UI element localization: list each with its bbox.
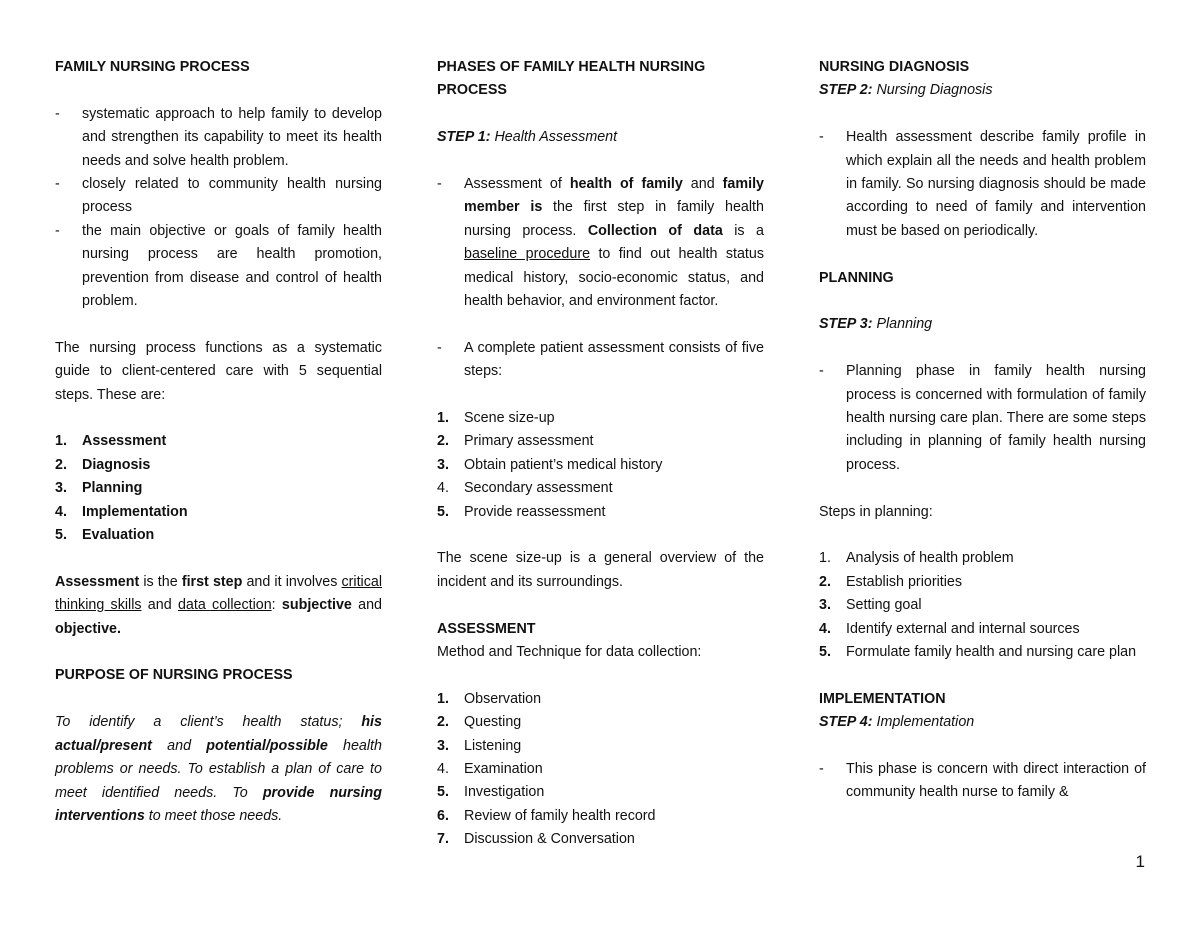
list-item: - systematic approach to help family to develop and strengthen its capability to meet its health needs and solve health problem. (55, 103, 382, 173)
methods-list (437, 688, 764, 852)
step-label: STEP 2: (819, 82, 873, 99)
column-phases (437, 56, 764, 852)
bold-text: his actual/present (55, 714, 382, 754)
list-item (437, 501, 764, 524)
list-item (437, 454, 764, 477)
list-label: Analysis of health problem (846, 550, 1014, 567)
text: and (151, 737, 207, 754)
list-number: 4. (55, 503, 67, 520)
list-item (55, 430, 382, 453)
column-nursing-diagnosis (819, 56, 1146, 805)
list-number: 3. (819, 597, 831, 614)
page-number: 1 (1135, 852, 1145, 871)
list-item (437, 173, 764, 313)
step-heading (819, 313, 1146, 336)
list-label: Discussion & Conversation (464, 831, 635, 848)
list-number: 2. (437, 433, 449, 450)
step-name: Implementation (872, 714, 975, 731)
list-number: 7. (437, 831, 449, 848)
list-label: Primary assessment (464, 433, 594, 450)
text: and (141, 597, 178, 614)
bold-text: first step (181, 573, 243, 590)
list-number: 5. (437, 503, 449, 520)
list-label: Observation (464, 690, 542, 707)
step-heading (819, 711, 1146, 734)
list-label: Diagnosis (82, 456, 151, 473)
list-item (437, 711, 764, 734)
step-heading (819, 79, 1146, 102)
list-number: 1. (819, 550, 831, 567)
list-number: 5. (819, 644, 831, 661)
list-item (819, 547, 1146, 570)
intro-paragraph: The nursing process functions as a systematic guide to client-centered care with 5 sequential steps. These are: (55, 339, 382, 403)
bullet-list (819, 126, 1146, 243)
step-name: Nursing Diagnosis (872, 82, 993, 99)
list-label: Scene size-up (464, 410, 555, 427)
underlined-text: baseline procedure (464, 246, 591, 263)
list-label: Implementation (82, 503, 188, 520)
text: Assessment of (464, 176, 570, 192)
bold-text: potential/possible (206, 737, 328, 754)
list-item (819, 594, 1146, 617)
section-heading: IMPLEMENTATION (819, 690, 946, 707)
text: to find out health status medical history, socio-economic status, and health behavior, and environment factor. (464, 246, 765, 310)
planning-steps-list (819, 547, 1146, 664)
list-item: - A complete patient assessment consists of five steps: (437, 337, 764, 384)
assessment-paragraph (55, 571, 382, 641)
list-item (55, 501, 382, 524)
text: : (271, 597, 282, 614)
list-number: 4. (437, 761, 449, 778)
steps-title: Steps in planning: (819, 503, 933, 520)
text: is a (722, 222, 764, 239)
list-label: Obtain patient’s medical history (464, 456, 663, 473)
list-item: - This phase is concern with direct interaction of community health nurse to family & (819, 758, 1146, 805)
text: and it involves (242, 573, 342, 590)
list-number: 4. (437, 480, 449, 497)
list-item (819, 641, 1146, 664)
list-number: 3. (437, 456, 449, 473)
step-label: STEP 3: (819, 316, 873, 333)
list-item (819, 618, 1146, 641)
list-item (437, 688, 764, 711)
list-number: 2. (819, 573, 831, 590)
bullet-list (437, 337, 764, 384)
list-item (819, 571, 1146, 594)
list-label: Secondary assessment (464, 480, 613, 497)
section-heading: ASSESSMENT (437, 620, 536, 637)
list-label: Listening (464, 737, 522, 754)
list-label: Review of family health record (464, 807, 656, 824)
purpose-paragraph (55, 711, 382, 828)
list-label: Establish priorities (846, 573, 963, 590)
bullet-list (819, 360, 1146, 477)
bold-text: Assessment (55, 573, 140, 590)
assessment-steps-list (437, 407, 764, 524)
list-item (437, 477, 764, 500)
list-number: 6. (437, 807, 449, 824)
underlined-text: critical thinking skills (55, 573, 382, 614)
section-heading: PURPOSE OF NURSING PROCESS (55, 667, 293, 684)
bold-text: family member is (464, 176, 764, 216)
list-item (437, 781, 764, 804)
list-label: Formulate family health and nursing care plan (846, 644, 1137, 661)
list-label: Assessment (82, 433, 167, 450)
list-number: 4. (819, 620, 831, 637)
section-heading: PHASES OF FAMILY HEALTH NURSING PROCESS (437, 59, 706, 99)
list-number: 3. (437, 737, 449, 754)
list-item (437, 407, 764, 430)
bold-text: provide nursing interventions (55, 784, 382, 824)
list-label: Provide reassessment (464, 503, 606, 520)
column-family-nursing-process (55, 56, 382, 828)
text: and (351, 597, 382, 614)
list-label: Examination (464, 761, 543, 778)
list-item: - Health assessment describe family profile in which explain all the needs and health problem in family. So nursing diagnosis should be made according to need of family and intervention must be based on periodically. (819, 126, 1146, 243)
bold-text: health of family (569, 176, 683, 192)
bullet-list (819, 758, 1146, 805)
list-item (55, 524, 382, 547)
text: To identify a client’s health status; (55, 714, 362, 731)
list-label: Evaluation (82, 527, 155, 544)
step-heading (437, 126, 764, 149)
bold-text: Collection of data (587, 222, 723, 239)
list-item: - the main objective or goals of family health nursing process are health promotion, prevention from disease and control of health problem. (55, 220, 382, 314)
text: health problems or needs. To establish a plan of care to meet identified needs. To (55, 737, 382, 801)
bullet-list (55, 103, 382, 314)
step-name: Health Assessment (490, 129, 618, 146)
text: and (682, 176, 723, 192)
list-item (437, 430, 764, 453)
list-number: 5. (437, 784, 449, 801)
list-item (437, 735, 764, 758)
bold-text: objective. (55, 620, 121, 637)
step-label: STEP 4: (819, 714, 873, 731)
list-label: Identify external and internal sources (846, 620, 1080, 637)
list-label: Setting goal (846, 597, 922, 614)
list-item: - closely related to community health nursing process (55, 173, 382, 220)
list-label: Investigation (464, 784, 545, 801)
scene-paragraph: The scene size-up is a general overview of the incident and its surroundings. (437, 550, 764, 590)
step-label: STEP 1: (437, 129, 491, 146)
steps-list (55, 430, 382, 547)
list-item: - Planning phase in family health nursing process is concerned with formulation of family health nursing care plan. There are some steps including in planning of family health nursing process. (819, 360, 1146, 477)
section-heading: PLANNING (819, 269, 894, 286)
list-item (437, 805, 764, 828)
text: to meet those needs. (144, 807, 283, 824)
list-number: 3. (55, 480, 67, 497)
list-number: 1. (55, 433, 67, 450)
bold-text: subjective (281, 597, 352, 614)
step-name: Planning (872, 316, 933, 333)
text: the first step in family health nursing process. (464, 199, 764, 239)
list-label: Planning (82, 480, 143, 497)
list-number: 1. (437, 410, 449, 427)
list-item (437, 758, 764, 781)
list-number: 2. (437, 714, 449, 731)
bullet-list (437, 173, 764, 313)
method-title: Method and Technique for data collection: (437, 644, 702, 661)
list-label: Questing (464, 714, 522, 731)
list-item (437, 828, 764, 851)
text: is the (139, 573, 182, 590)
list-item (55, 477, 382, 500)
list-item (55, 454, 382, 477)
section-heading: NURSING DIAGNOSIS (819, 59, 970, 75)
list-number: 5. (55, 527, 67, 544)
list-number: 1. (437, 690, 449, 707)
underlined-text: data collection (177, 597, 272, 614)
section-heading: FAMILY NURSING PROCESS (55, 59, 250, 75)
list-number: 2. (55, 456, 67, 473)
